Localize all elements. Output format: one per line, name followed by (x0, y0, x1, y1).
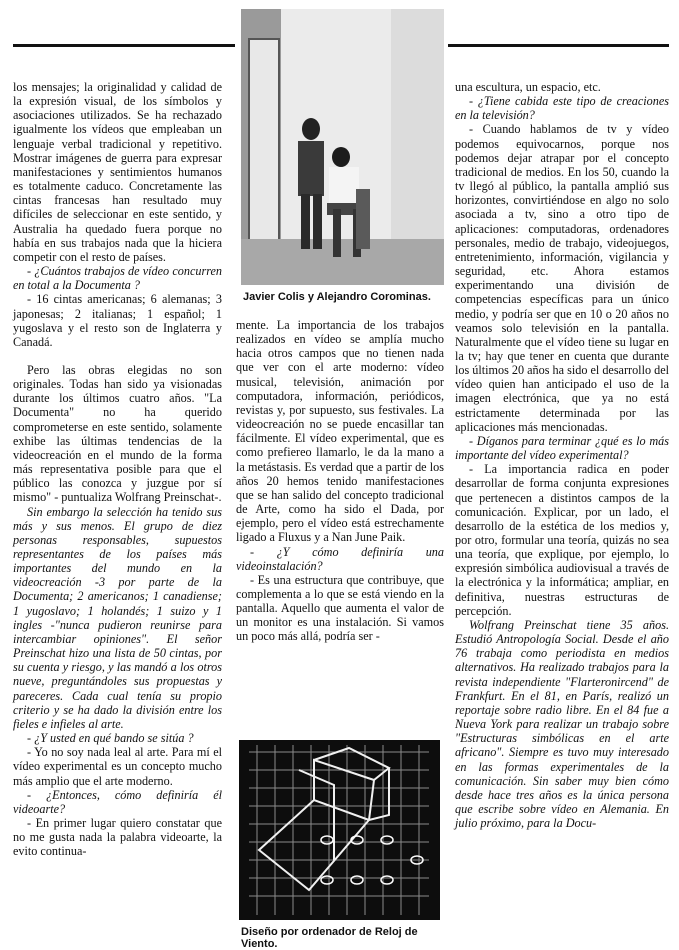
graphic-caption: Diseño por ordenador de Reloj de Viento. (241, 926, 418, 950)
question: - ¿Tiene cabida este tipo de creaciones en la televisión? (455, 94, 669, 123)
photo-colis-corominas (241, 9, 444, 285)
computer-graphic (239, 740, 440, 920)
answer: - Es una estructura que contribuye, que complementa a lo que se está viendo en la pantalla. Aquello que aumenta el valor de un monitor es una instalación. Si vamos un poco más allá, podría ser - (236, 572, 444, 644)
column-3 (455, 80, 669, 830)
question: - ¿Y cómo definiría una videoinstalación? (236, 544, 444, 573)
graphic-image (239, 740, 440, 920)
question: - Díganos para terminar ¿qué es lo más importante del vídeo experimental? (455, 433, 669, 463)
photo-image (241, 9, 444, 285)
answer: - Cuando hablamos de tv y vídeo podemos equivocarnos, porque nos podemos dejar atrapar por el concepto tradicional de medios. En los 50, cuando la tv llegó al público, la pantalla amplió sus horizontes, convirtiéndose en algo no solo asociada a tv, sino a otro tipo de aplicaciones: computadoras, ordenadores personales, medio de trabajo, videojuegos, entretenimiento, información, vigilancia y seguridad, etc. Ahora estamos experimentando una división de competencias específicas para un único medio, y podría ser que en 10 o 20 años no veamos solo televisión en la pantalla. Naturalmente que el vídeo tiene su lugar en la tv; hay que tener en cuenta que durante los últimos 20 años ha sido el desarrollo del vídeo quien han anticipado el uso de la imagen electrónica, que ya no está estrictamente determinada por las aplicaciones más mencionadas. (455, 122, 669, 434)
paragraph: Pero las obras elegidas no son originales. Todas han sido ya visionadas durante los últimos cuatro años. "La Documenta" no ha querido comprometerse en este sentido, solamente exhibe las últimas tendencias de la videocreación en el mundo de la forma más representativa posible para que el público las conozca y juzgue por sí mismo" - puntualiza Wolfrang Preinschat-. (13, 362, 222, 505)
top-rule-left (13, 44, 235, 47)
paragraph: Sin embargo la selección ha tenido sus más y sus menos. El grupo de diez personas responsables, supuestos representantes de los países más importantes del mundo en la videocreación -3 por parte de la Documenta; 2 americanos; 1 canadiense; 1 yugoslavo; 1 holandés; 1 suizo y 1 ingles -"nunca pudieron reunirse para intercambiar opiniones". El señor Preinschat hizo una lista de 50 cintas, por su cuenta y riesgo, y las mandó a los otros nueve, preguntándoles sus propuestas y pareceres. Cada cual tenía su propio criterio y se ha dado la división entre los fieles e infieles al arte. (13, 504, 222, 731)
author-bio: Wolfrang Preinschat tiene 35 años. Estudió Antropología Social. Desde el año 76 trabaja como periodista en medios alternativos. Ha realizado trabajos para la revista independiente "Flarteronircend" de Frankfurt. En el 81, en París, realizó un reportaje sobre radio libre. En el 84 fue a Nueva York para realizar un trabajo sobre "Estructuras simbólicas en el arte africano". Siempre es tuvo muy interesado en las formas experimentales de la comunicación. Sin saber muy bien cómo desde hace tres años es la única persona que escribe sobre vídeo en Alemania. En julio próximo, para la Docu- (455, 617, 669, 831)
paragraph: los mensajes; la originalidad y calidad de la expresión visual, de los símbolos y asociaciones utilizados. Se ha rechazado igualmente los vídeos que empleaban un lenguaje verbal tradicional y repetitivo. Mostrar imágenes de guerra para expresar manifestaciones y sentimientos humanos es totalmente caduco. Concretamente las cintas francesas han resultado muy difíciles de seleccionar en este sentido, y Australia ha quedado fuera porque no había en sus trabajos nada que la hiciera competir con el resto de países. (13, 80, 222, 264)
answer: - La importancia radica en poder desarrollar de forma conjunta expresiones que pertenecen a distintos campos de la comunicación. Explicar, por un lado, el desarrollo de la estética de los medios y, por otro, formular una teoría, quizás no sea una teoría, que explique, por ejemplo, lo expresión simbólica audiovisual a través de la electrónica y la informática; ampliar, en definitiva, nuestras estructuras de percepción. (455, 462, 669, 618)
paragraph: mente. La importancia de los trabajos realizados en vídeo se amplía mucho hacia otros campos que no tienen nada que ver con el arte moderno: vídeo musical, televisión, animación por computadora, información, periódicos, revistas y, por supuesto, sus festivales. La videocreación no se puede encasillar tan fácilmente. El vídeo experimental, que es como prefiereo llamarlo, le da la mano a la metástasis. Es verdad que a partir de los años 20 hemos tenido manifestaciones que se han salido del concepto tradicional de Arte, como ha sido el Dada, por ejemplo, pero el vídeo está estrechamente ligado a Fluxus y a Nan June Paik. (236, 318, 444, 545)
question: - ¿Entonces, cómo definiría él videoarte? (13, 787, 222, 816)
answer: - Yo no soy nada leal al arte. Para mí el vídeo experimental es un concepto mucho más amplio que el arte moderno. (13, 745, 222, 788)
answer: - 16 cintas americanas; 6 alemanas; 3 japonesas; 2 italianas; 1 español; 1 yugoslava y el resto son de Inglaterra y Canadá. (13, 292, 222, 349)
photo-caption: Javier Colis y Alejandro Corominas. (243, 291, 431, 303)
paragraph: una escultura, un espacio, etc. (455, 80, 601, 94)
column-1 (13, 80, 222, 858)
top-rule-right (448, 44, 669, 47)
column-2 (236, 318, 444, 644)
question: - ¿Y usted en qué bando se sitúa ? (27, 731, 194, 746)
question: - ¿Cuántos trabajos de vídeo concurren en total a la Documenta ? (13, 264, 222, 293)
answer: - En primer lugar quiero constatar que no me gusta nada la palabra videoarte, la evito continua- (13, 815, 222, 859)
